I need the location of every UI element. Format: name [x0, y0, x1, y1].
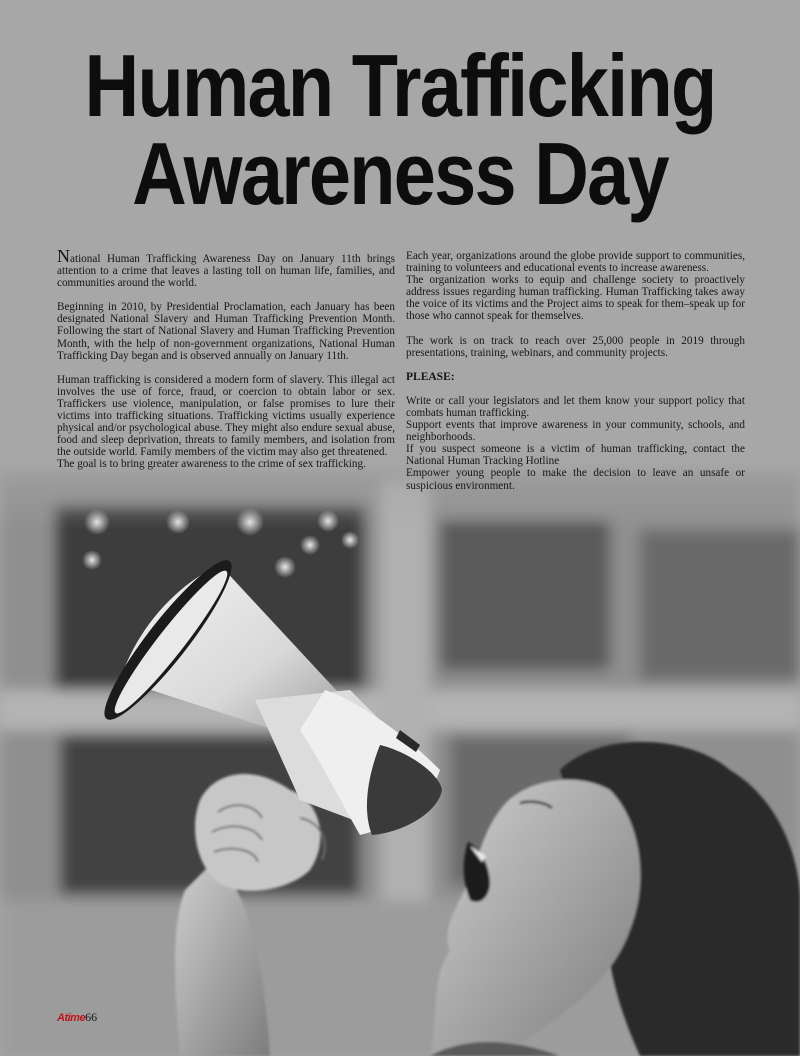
intro-paragraph	[57, 246, 395, 290]
action-item: Empower young people to make the decision to leave an unsafe or suspicious environment.	[406, 467, 745, 492]
title-line-2: Awareness Day	[132, 124, 668, 223]
definition-paragraph: Human trafficking is considered a modern form of slavery. This illegal act involves the use of force, fraud, or coercion to obtain labor or sex. Traffickers use violence, manipulation, or false promises to lure their victims into trafficking situations. Trafficking victims usually experience physical and/or psychological abuse. They might also endure sexual abuse, food and sleep deprivation, threats to family members, and isolation from the outside world. Family members of the victim may also get threatened.	[57, 373, 395, 459]
mission-paragraph: The organization works to equip and challenge society to proactively address issues regarding human trafficking. Human Trafficking takes away the voice of its victims and the Project aims to speak for them–speak up for those who cannot speak for themselves.	[406, 274, 745, 323]
article-title	[56, 36, 744, 223]
reach-paragraph: The work is on track to reach over 25,000 people in 2019 through presentations, training, webinars, and community projects.	[406, 334, 745, 359]
magazine-logo: Atime	[57, 1012, 86, 1024]
please-heading: PLEASE:	[406, 370, 455, 383]
right-column	[406, 250, 745, 492]
drop-cap: N	[57, 246, 70, 266]
organizations-paragraph: Each year, organizations around the globe provide support to communities, training to volunteers and educational events to increase awareness.	[406, 250, 745, 275]
intro-text: ational Human Trafficking Awareness Day on January 11th brings attention to a crime that leaves a lasting toll on human life, families, and communities around the world.	[57, 253, 395, 290]
history-paragraph: Beginning in 2010, by Presidential Proclamation, each January has been designated National Slavery and Human Trafficking Prevention Month. Following the start of National Slavery and Human Trafficking Prevention Month, with the help of non-government organizations, National Human Trafficking Day began and is observed annually on January 11th.	[57, 301, 395, 362]
page-number: 66	[85, 1010, 98, 1024]
page-footer	[57, 1010, 97, 1025]
action-item: If you suspect someone is a victim of human trafficking, contact the National Human Tracking Hotline	[406, 443, 745, 468]
goal-paragraph: The goal is to bring greater awareness to the crime of sex trafficking.	[57, 458, 366, 471]
action-item: Support events that improve awareness in your community, schools, and neighborhoods.	[406, 419, 745, 444]
action-item: Write or call your legislators and let them know your support policy that combats human trafficking.	[406, 394, 745, 419]
left-column	[57, 246, 395, 471]
title-line-1: Human Trafficking	[84, 36, 716, 135]
